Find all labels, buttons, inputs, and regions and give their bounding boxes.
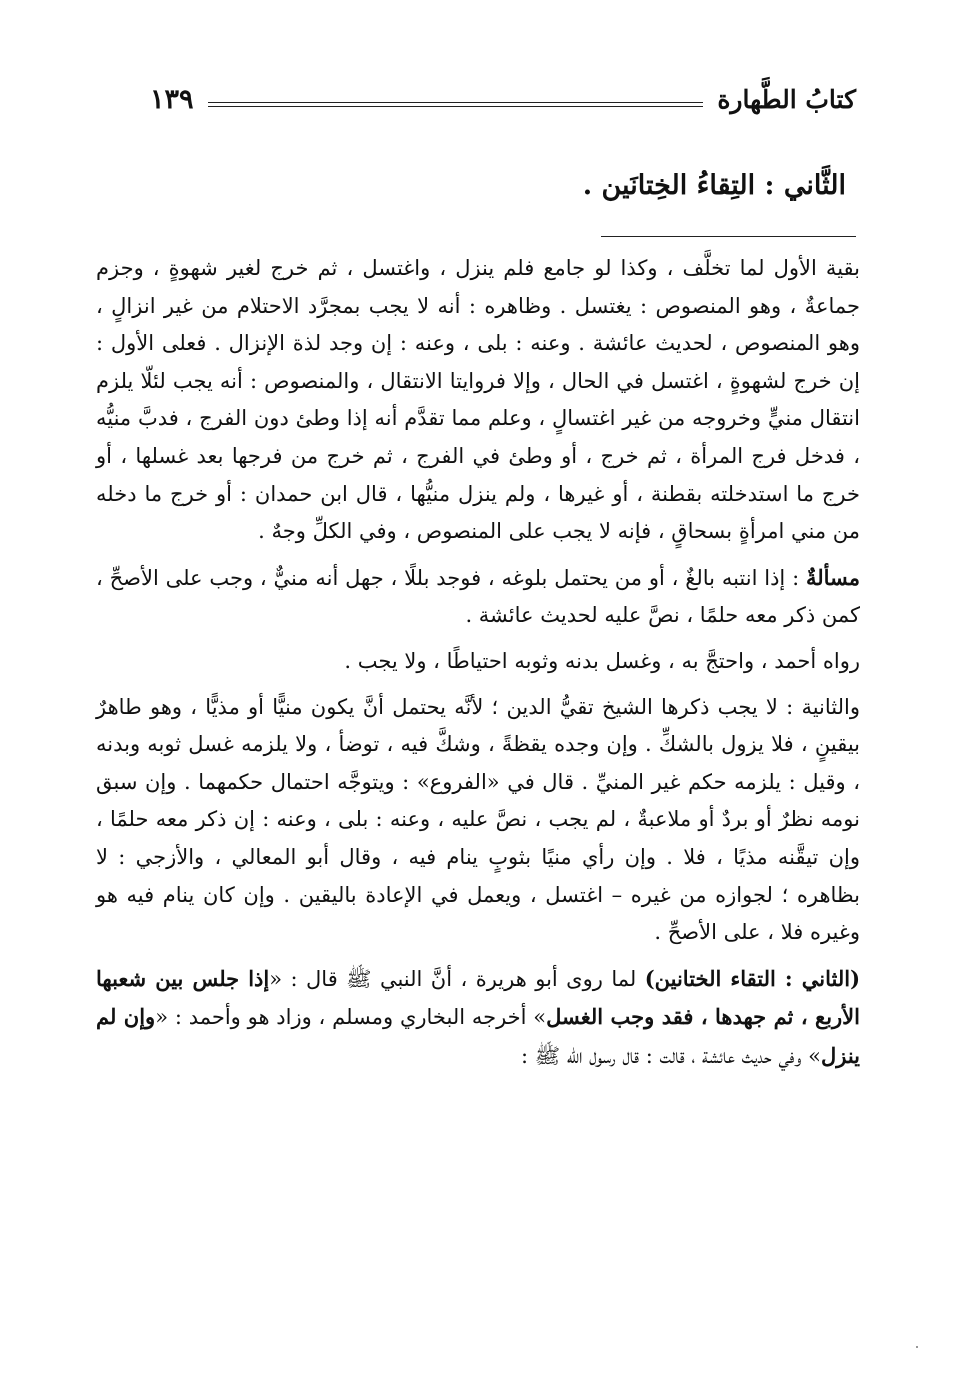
paragraph <box>96 960 860 1076</box>
scan-speck <box>916 1346 918 1348</box>
text-segment: : إذا انتبه بالغٌ ، أو من يحتمل بلوغه ، فوجد بللًا ، جهل أنه منيٌّ ، وجب على الأصحِّ ، كمن ذكر معه حلمًا ، نصَّ عليه لحديث عائشة . <box>96 565 860 628</box>
text-segment: » وفي حديث عائشة ، قالت : قال رسول الله ﷺ : <box>520 1043 821 1068</box>
text-segment: بقية الأول لما تخلَّف ، وكذا لو جامع فلم ينزل ، واغتسل ، ثم خرج لغير شهوةٍ ، وجزم جماعةٌ ، وهو المنصوص : يغتسل . وظاهره : أنه لا يجب بمجرَّد الاحتلام من غير انزالٍ ، وهو المنصوص ، لحديث عائشة . وعنه : بلى ، وعنه : إن وجد لذة الإنزال . فعلى الأول : إن خرج لشهوةٍ ، اغتسل في الحال ، وإلا فروايتا الانتقال ، والمنصوص : أنه يجب لئلّا يلزم انتقال منيٍّ وخروجه من غير اغتسالٍ ، وعلم مما تقدَّم أنه إذا وطئ دون الفرج ، فدبَّ منيُّه ، فدخل فرج المرأة ، ثم خرج ، أو وطئ في الفرج ، ثم خرج من فرجها بعد غسلها ، أو خرج ما استدخلته بقطنة ، أو غيرها ، ولم ينزل منيُّها ، قال ابن حمدان : أو خرج ما دخله من مني امرأةٍ بسحاقٍ ، فإنه لا يجب على المنصوص ، وفي الكلِّ وجهٌ . <box>96 256 860 544</box>
text-segment: رواه أحمد ، واحتجَّ به ، وغسل بدنه وثوبه احتياطًا ، ولا يجب . <box>344 648 860 673</box>
book-title: كتابُ الطَّهارة <box>717 84 856 114</box>
bold-text-segment: وإن لم ينزل <box>96 1004 860 1068</box>
paragraph <box>96 250 860 551</box>
bold-text-segment: إذا جلس بين شعبها الأربع ، ثم جهدها ، فقد وجب الغسل <box>96 965 860 1030</box>
paragraph <box>96 559 860 635</box>
matn-separator-rule <box>601 236 856 237</box>
paragraph <box>96 689 860 952</box>
text-segment: » أخرجه البخاري ومسلم ، وزاد هو وأحمد : « <box>155 1005 547 1030</box>
bold-text-segment: مسألةٌ <box>805 564 860 590</box>
matn-heading: الثَّاني : التِقاءُ الخِتانَين . <box>582 170 846 201</box>
page-number: ١٣٩ <box>150 83 194 115</box>
commentary-body <box>96 250 860 1083</box>
text-segment: لما روى أبو هريرة ، أنَّ النبي ﷺ قال : « <box>269 966 645 991</box>
running-header <box>150 76 856 122</box>
header-rule <box>208 102 704 107</box>
text-segment: والثانية : لا يجب ذكرها الشيخ تقيُّ الدين ؛ لأنَّه يحتمل أنَّ يكون منيًّا أو مذيًّا ، وهو طاهرٌ بيقينٍ ، فلا يزول بالشكِّ . وإن وجده يقظةً ، وشكَّ فيه ، توضأ ، ولا يلزمه غسل ثوبه وبدنه ، وقيل : يلزمه حكم غير المنيِّ . قال في «الفروع» : ويتوجَّه احتمال حكمهما . وإن سبق نومه نظرٌ أو بردٌ أو ملاعبةٌ ، لم يجب ، نصَّ عليه ، وعنه : بلى ، وعنه : إن ذكر معه حلمًا ، وإن تيقَّنه مذيًا ، فلا . وإن رأي منيًا بثوبٍ ينام فيه ، وقال أبو المعالي ، والأزجي : لا بظاهره ؛ لجوازه من غيره – اغتسل ، ويعمل في الإعادة باليقين . وإن كان ينام فيه هو وغيره فلا ، على الأصحِّ . <box>96 694 860 945</box>
paragraph <box>96 643 860 681</box>
bold-text-segment: (الثاني : التقاء الختانين) <box>644 965 861 991</box>
